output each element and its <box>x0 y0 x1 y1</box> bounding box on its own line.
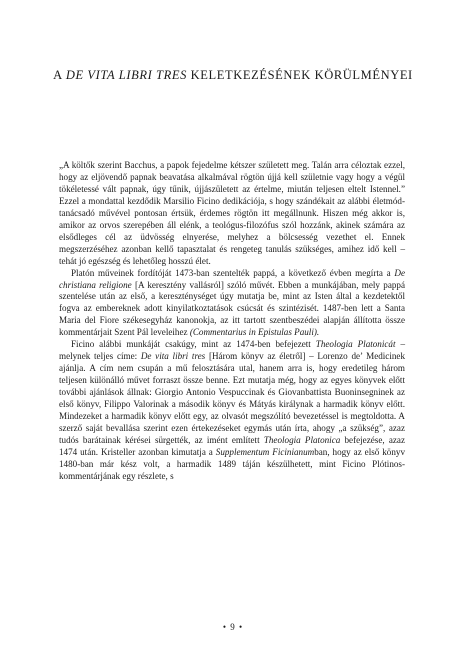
text-run: Ficino alábbi munkáját csakúgy, mint az 1474-ben befejezett <box>71 339 316 350</box>
italic-text: De vita libri tres <box>140 351 206 362</box>
chapter-title-italic: DE VITA LIBRI TRES <box>65 68 187 82</box>
chapter-title-prefix: A <box>53 68 66 82</box>
italic-text: (Commentarius in Epistulas Pauli). <box>189 327 320 338</box>
page-number: • 9 • <box>222 622 244 632</box>
italic-text: Theologia Platonica <box>263 434 341 445</box>
paragraph <box>59 268 405 340</box>
paragraph <box>59 160 405 268</box>
text-run: [A keresztény vallásról] szóló művét. Ebben a munkájában, mely pappá szentelése után az első, a kereszténységet úgy mutatja be, mint az Isten által a kezdetektől fogva az embereknek adott kinyilatkoztatások csúcsát és szintézisét. 1487-ben lett a Santa Maria del Fiore székesegyház kanonokja, az itt tartott szentbeszédei alapján állította össze kommentárjait Szent Pál leveleihez <box>59 279 405 338</box>
chapter-title-suffix: KELETKEZÉSÉNEK KÖRÜLMÉNYEI <box>186 68 413 82</box>
italic-text: De christiana religione <box>59 267 405 290</box>
text-run: befejezése, azaz 1474 után. Kristeller azonban kimutatja a <box>59 434 406 457</box>
text-run: ban, hogy az első könyv 1480-ban már kész volt, a harmadik 1489 táján készülhetett, mint Ficino Plótinos-kommentárjának egy részlete, s <box>59 446 405 481</box>
italic-text: Supplementum Ficinianum <box>215 446 315 457</box>
text-run: „A költők szerint Bacchus, a papok fejedelme kétszer született meg. Talán arra céloztak ezzel, hogy az eljövendő papnak beavatása alkalmával rögtön újjá kell születnie vagy hogy a végül tökéletessé vált papnak, úgy tűnik, újjászületett az értelme, miután teljesen eltelt Istennel.” Ezzel a mondattal kezdődik Marsilio Ficino dedikációja, s hogy szándékait az alábbi életmód-tanácsadó művével pontosan értsük, érdemes rögtön itt megállnunk. Hiszen még akkor is, amikor az orvos szerepében áll elénk, a teológus-filozófus szól hozzánk, akinek számára az elsődleges cél az üdvösség elnyerése, melyhez a bölcsesség vezethet el. Ennek megszerzéséhez azonban kellő tapasztalat és rengeteg tanulás szükséges, amihez idő kell – tehát jó egészség és lehetőleg hosszú élet. <box>59 160 405 266</box>
chapter-title <box>0 68 466 83</box>
body-text <box>59 160 405 483</box>
italic-text: Theologia Platonicát <box>315 339 396 350</box>
text-run: [Három könyv az életről] – Lorenzo de’ Medicinek ajánlja. A cím nem csupán a mű felosztására utal, hanem arra is, hogy eredetileg három teljesen különálló művet forraszt össze benne. Ezt mutatja még, hogy az egyes könyvek előtt további ajánlások állnak: Giorgio Antonio Vespuccinak és Giovanbattista Buoninsegninek az első könyv, Filippo Valorinak a második könyv és Mátyás királynak a harmadik könyv előtt. Mindezeket a harmadik könyv előtt egy, az olvasót megszólító bevezetéssel is megtoldotta. A szerző saját bevallása szerint ezen értekezéseket egymás után írta, ahogy „a szükség”, azaz tudós barátainak kérései sürgették, az imént említett <box>59 351 405 445</box>
text-run: Platón műveinek fordítóját 1473-ban szentelték pappá, a következő évben megírta a <box>71 267 395 278</box>
paragraph <box>59 339 405 482</box>
text-run: – melynek teljes címe: <box>59 339 405 362</box>
